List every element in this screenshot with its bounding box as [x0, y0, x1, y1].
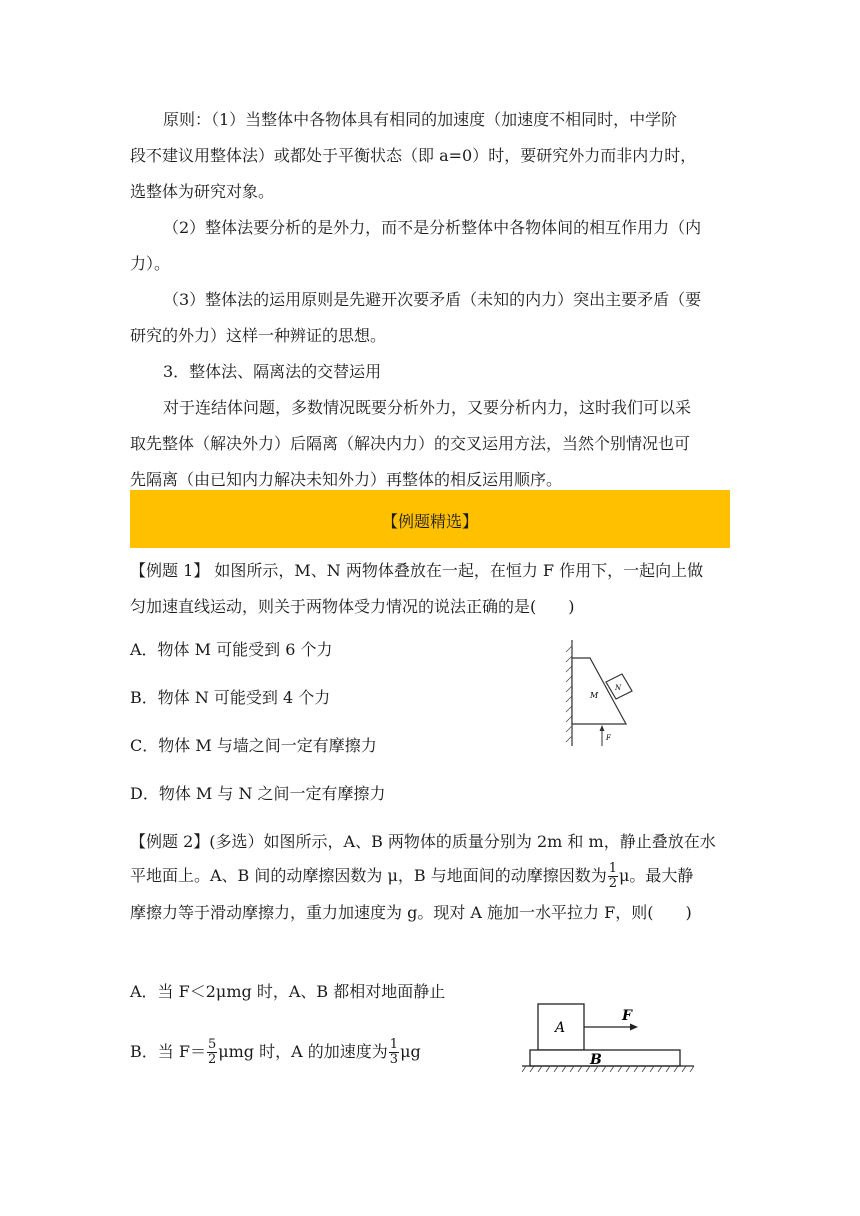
principle-2-line-2: 力）。	[130, 254, 171, 273]
section-3-heading: 3．整体法、隔离法的交替运用	[163, 362, 382, 381]
principle-3-line-1: （3）整体法的运用原则是先避开次要矛盾（未知的内力）突出主要矛盾（要	[163, 290, 702, 309]
principle-2-line-1: （2）整体法要分析的是外力，而不是分析整体中各物体间的相互作用力（内	[163, 218, 702, 237]
fraction-one-half: $\frac{1}{2}$	[608, 861, 618, 891]
fraction-one-third: $\frac{1}{3}$	[389, 1037, 399, 1067]
example-2-figure	[518, 998, 698, 1076]
section-3-line-1: 对于连结体问题，多数情况既要分析外力，又要分析内力，这时我们可以采	[163, 398, 692, 417]
example-2-line-3: 摩擦力等于滑动摩擦力，重力加速度为 g。现对 A 施加一水平拉力 F，则( )	[130, 903, 692, 922]
label-f-force: F	[622, 1008, 632, 1024]
example-2-line-2-b: μ。最大静	[619, 866, 694, 885]
example-2-line-1: 【例题 2】(多选）如图所示，A、B 两物体的质量分别为 2m 和 m，静止叠放在水	[130, 832, 716, 851]
section-3-line-2: 取先整体（解决外力）后隔离（解决内力）的交叉运用方法，当然个别情况也可	[130, 434, 691, 453]
principle-1-line-3: 选整体为研究对象。	[130, 182, 275, 201]
example-2-line-2	[130, 860, 693, 892]
examples-banner-label: 【例题精选】	[381, 512, 478, 531]
example-2-option-b: B．当 F＝ $\frac{5}{2}$ μmg 时，A 的加速度为 $\frac{1}{3}$ μg	[130, 1037, 421, 1067]
example-1-option-b: B．物体 N 可能受到 4 个力	[130, 688, 331, 707]
label-f: F	[606, 734, 611, 742]
example-1-option-d: D．物体 M 与 N 之间一定有摩擦力	[130, 784, 386, 803]
label-a: A	[555, 1020, 566, 1036]
example-1-line-1: 【例题 1】 如图所示，M、N 两物体叠放在一起，在恒力 F 作用下，一起向上做	[130, 561, 704, 580]
example-1-line-2: 匀加速直线运动，则关于两物体受力情况的说法正确的是( )	[130, 597, 575, 616]
label-m: M	[590, 691, 599, 700]
example-1-figure	[562, 636, 642, 754]
example-1-option-c: C．物体 M 与墙之间一定有摩擦力	[130, 736, 377, 755]
principle-3-line-2: 研究的外力）这样一种辨证的思想。	[130, 326, 387, 345]
principle-1-line-1: 原则：（1）当整体中各物体具有相同的加速度（加速度不相同时，中学阶	[163, 110, 678, 129]
section-3-line-3: 先隔离（由已知内力解决未知外力）再整体的相反运用顺序。	[130, 470, 563, 489]
examples-banner	[130, 490, 730, 548]
label-n: N	[615, 684, 622, 692]
fraction-five-halves: $\frac{5}{2}$	[207, 1037, 217, 1067]
example-1-option-a: A．物体 M 可能受到 6 个力	[130, 640, 333, 659]
label-b: B	[590, 1052, 602, 1068]
principle-1-line-2: 段不建议用整体法）或都处于平衡状态（即 a=0）时，要研究外力而非内力时，	[130, 146, 697, 165]
example-2-line-2-a: 平地面上。A、B 间的动摩擦因数为 μ，B 与地面间的动摩擦因数为	[130, 866, 607, 885]
example-2-option-a: A．当 F＜2μmg 时，A、B 都相对地面静止	[130, 982, 446, 1001]
block-b-shape	[530, 1050, 680, 1066]
